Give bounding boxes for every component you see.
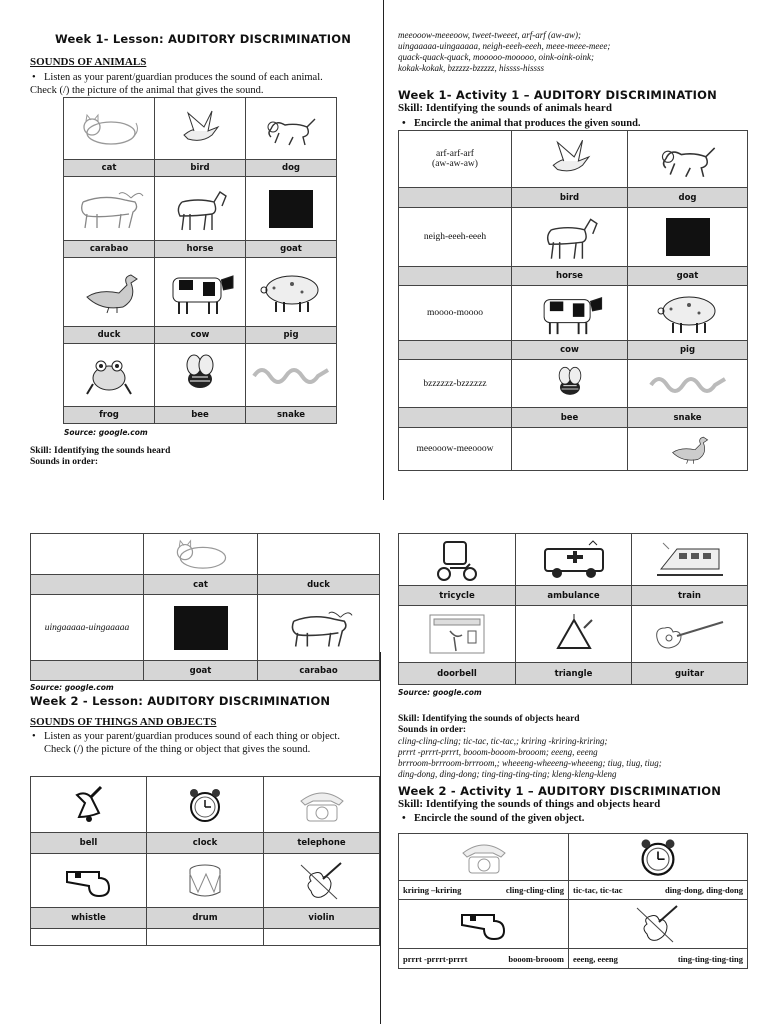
drum-icon <box>184 862 226 900</box>
violin-icon <box>630 902 686 946</box>
sound-cell <box>399 208 512 267</box>
q2-activity-table <box>398 130 748 471</box>
bee-choice-cell[interactable] <box>512 360 628 408</box>
goat-icon <box>664 216 712 258</box>
sound-text: uingaaaaa-uingaaaaa <box>44 622 130 633</box>
empty-cell <box>264 929 380 946</box>
q4-source: Source: google.com <box>398 688 482 697</box>
sound-line: prrrt -prrrt-prrrt, booom-booom-brooom; eeeng, eeeng <box>398 747 598 757</box>
sound-text: arf-arf-arf <box>436 149 474 159</box>
grid-label: snake <box>628 408 748 428</box>
snake-choice-cell[interactable] <box>628 360 748 408</box>
q1-instruction-list <box>28 71 368 84</box>
goat-choice-cell[interactable] <box>628 208 748 267</box>
snake-icon <box>250 360 332 390</box>
sound-option[interactable]: prrrt -prrrt-prrrt <box>403 953 468 964</box>
violin-activity-cell <box>569 900 748 949</box>
sound-cell <box>399 286 512 341</box>
ambulance-picture-cell[interactable] <box>516 534 632 586</box>
carabao-icon <box>73 188 145 230</box>
sound-line: ding-dong, ding-dong; ting-ting-ting-ting; kleng-kleng-kleng <box>398 769 617 779</box>
whistle-icon <box>63 864 115 898</box>
triangle-picture-cell[interactable] <box>516 606 632 663</box>
sound-text: neigh-eeeh-eeeh <box>423 232 487 242</box>
q1-skill: Skill: Identifying the sounds heard <box>30 446 171 456</box>
vertical-divider-top <box>383 0 384 500</box>
telephone-picture-cell[interactable] <box>264 777 380 833</box>
q4-instruction-list <box>398 812 748 825</box>
horse-icon <box>539 213 601 261</box>
cat-icon <box>170 537 232 571</box>
blank-choice-cell[interactable] <box>258 534 380 575</box>
grid-label: triangle <box>516 663 632 685</box>
sound-cell <box>31 534 144 575</box>
q1-instruction-cont: Check (/) the picture of the animal that gives the sound. <box>30 85 264 96</box>
grid-label: goat <box>246 241 337 258</box>
sound-cell <box>399 360 512 408</box>
grid-label: ambulance <box>516 586 632 606</box>
vertical-divider-bottom <box>380 652 381 1024</box>
snake-icon <box>643 369 733 399</box>
q3-subtitle: SOUNDS OF THINGS AND OBJECTS <box>30 716 217 728</box>
q4-activity-table <box>398 833 748 969</box>
bird-choice-cell[interactable] <box>512 131 628 188</box>
bird-icon <box>178 109 222 149</box>
grid-label: bell <box>31 833 147 854</box>
grid-label: clock <box>147 833 264 854</box>
q3-title: Week 2 - Lesson: AUDITORY DISCRIMINATION <box>30 694 331 708</box>
sound-text: bzzzzzz-bzzzzzz <box>423 378 487 389</box>
bee-icon <box>176 353 224 397</box>
pig-icon <box>650 291 726 335</box>
bell-icon <box>67 783 111 827</box>
whistle-icon <box>458 907 510 941</box>
q4-title: Week 2 - Activity 1 – AUDITORY DISCRIMINATION <box>398 784 722 798</box>
clock-icon <box>185 785 225 825</box>
sound-option[interactable]: booom-brooom <box>508 953 564 964</box>
horse-choice-cell[interactable] <box>512 208 628 267</box>
q3-continuation-table <box>30 533 380 681</box>
grid-label: carabao <box>64 241 155 258</box>
grid-label: horse <box>512 267 628 286</box>
q3-instruction: • Listen as your parent/guardian produces sound of each thing or object. Check (/) the picture of the thing or object that gives the sound. <box>28 730 348 756</box>
empty-cell <box>147 929 264 946</box>
sound-cell <box>399 428 512 471</box>
train-icon <box>657 539 723 581</box>
q4-objects-table <box>398 533 748 685</box>
train-picture-cell[interactable] <box>632 534 748 586</box>
doorbell-icon <box>426 611 488 657</box>
bird-icon <box>547 138 593 180</box>
q3-instruction-list <box>28 730 348 756</box>
carabao-icon <box>284 606 354 650</box>
dog-picture-cell[interactable] <box>246 98 337 160</box>
sound-text-alt: (aw-aw-aw) <box>432 159 478 169</box>
grid-label: bee <box>155 407 246 424</box>
grid-label: drum <box>147 908 264 929</box>
sound-text: meeooow-meeooow <box>416 444 494 454</box>
drum-picture-cell[interactable] <box>147 854 264 908</box>
clock-icon <box>636 835 680 879</box>
sound-line: brrroom-brrroom-brrroom,; wheeeng-wheeeng-wheeeng; tiug, tiug, tiug; <box>398 758 662 768</box>
sound-cell <box>399 131 512 188</box>
grid-label: pig <box>628 341 748 360</box>
frog-picture-cell[interactable] <box>64 344 155 407</box>
label-blank <box>399 267 512 286</box>
grid-label: frog <box>64 407 155 424</box>
grid-label: guitar <box>632 663 748 685</box>
sound-choice-cell <box>569 949 748 969</box>
q2-instruction-list <box>398 117 748 130</box>
telephone-activity-cell <box>399 834 569 881</box>
sound-line: quack-quack-quack, mooooo-mooooo, oink-oink-oink; <box>398 52 594 62</box>
goat-icon <box>172 604 230 652</box>
grid-label: violin <box>264 908 380 929</box>
q1-subtitle: SOUNDS OF ANIMALS <box>30 56 147 68</box>
guitar-picture-cell[interactable] <box>632 606 748 663</box>
q2-instruction: • Encircle the animal that produces the given sound. <box>398 117 748 130</box>
empty-cell <box>31 929 147 946</box>
sound-line: meeooow-meeeoow, tweet-tweeet, arf-arf (aw-aw); <box>398 30 582 40</box>
goat-picture-cell[interactable] <box>246 177 337 241</box>
sound-cell <box>31 595 144 661</box>
telephone-icon <box>295 785 349 825</box>
horse-picture-cell[interactable] <box>155 177 246 241</box>
violin-picture-cell[interactable] <box>264 854 380 908</box>
grid-label: carabao <box>258 661 380 681</box>
duck-choice-cell[interactable] <box>628 428 748 471</box>
grid-label: goat <box>144 661 258 681</box>
telephone-icon <box>457 837 511 877</box>
carabao-choice-cell[interactable] <box>258 595 380 661</box>
q2-title: Week 1- Activity 1 – AUDITORY DISCRIMINATION <box>398 88 717 102</box>
clock-picture-cell[interactable] <box>147 777 264 833</box>
duck-picture-cell[interactable] <box>64 258 155 327</box>
sound-text: moooo-moooo <box>427 308 483 318</box>
clock-activity-cell <box>569 834 748 881</box>
sound-option[interactable]: cling-cling-cling <box>505 885 564 895</box>
tricycle-icon <box>434 538 480 582</box>
sound-option[interactable]: tic-tac, tic-tac <box>573 885 623 895</box>
grid-label: bee <box>512 408 628 428</box>
cow-icon <box>163 268 237 316</box>
cow-picture-cell[interactable] <box>155 258 246 327</box>
q1-instruction: • Listen as your parent/guardian produces the sound of each animal. <box>28 71 368 84</box>
bell-picture-cell[interactable] <box>31 777 147 833</box>
sound-option[interactable]: ding-dong, ding-dong <box>665 885 743 895</box>
guitar-icon <box>651 616 729 652</box>
bee-icon <box>550 365 590 403</box>
grid-label: cat <box>64 160 155 177</box>
violin-icon <box>297 859 347 903</box>
q4-instruction: • Encircle the sound of the given object. <box>398 812 748 825</box>
q4-skill: Skill: Identifying the sounds of objects heard <box>398 714 580 724</box>
sound-line: kokak-kokak, bzzzzz-bzzzzz, hissss-hissss <box>398 63 545 73</box>
q2-skill: Skill: Identifying the sounds of animals heard <box>398 102 612 114</box>
duck-icon <box>667 432 709 466</box>
q1-animal-table <box>63 97 337 424</box>
grid-label: cow <box>512 341 628 360</box>
bird-picture-cell[interactable] <box>155 98 246 160</box>
grid-label: train <box>632 586 748 606</box>
grid-label: horse <box>155 241 246 258</box>
sound-line: uingaaaaa-uingaaaaa, neigh-eeeh-eeeh, meee-meee-meee; <box>398 41 611 51</box>
sound-line: cling-cling-cling; tic-tac, tic-tac,; kriring -kriring-kriring; <box>398 736 608 746</box>
label-blank <box>399 341 512 360</box>
ambulance-icon <box>541 539 607 581</box>
pig-picture-cell[interactable] <box>246 258 337 327</box>
grid-label: duck <box>258 575 380 595</box>
horse-icon <box>170 186 230 232</box>
carabao-picture-cell[interactable] <box>64 177 155 241</box>
triangle-icon <box>554 614 594 654</box>
tricycle-picture-cell[interactable] <box>399 534 516 586</box>
label-blank <box>31 575 144 595</box>
sound-option[interactable]: ting-ting-ting-ting <box>677 953 743 964</box>
grid-label: dog <box>246 160 337 177</box>
doorbell-picture-cell[interactable] <box>399 606 516 663</box>
pig-icon <box>258 270 324 314</box>
cat-icon <box>78 111 140 147</box>
pig-choice-cell[interactable] <box>628 286 748 341</box>
grid-label: doorbell <box>399 663 516 685</box>
bee-picture-cell[interactable] <box>155 344 246 407</box>
label-blank <box>31 661 144 681</box>
duck-icon <box>79 269 139 315</box>
snake-picture-cell[interactable] <box>246 344 337 407</box>
q1-source: Source: google.com <box>64 428 148 437</box>
sound-option[interactable]: eeeng, eeeng <box>573 953 618 964</box>
q4-sounds-order: Sounds in order: <box>398 725 467 735</box>
grid-label: telephone <box>264 833 380 854</box>
cow-icon <box>534 290 606 336</box>
grid-label: dog <box>628 188 748 208</box>
grid-label: pig <box>246 327 337 344</box>
grid-label: goat <box>628 267 748 286</box>
dog-icon <box>655 139 721 179</box>
sound-choice-cell <box>399 949 569 969</box>
whistle-picture-cell[interactable] <box>31 854 147 908</box>
goat-icon <box>267 188 315 230</box>
sound-choice-cell <box>569 881 748 900</box>
grid-label: bird <box>155 160 246 177</box>
blank-choice-cell[interactable] <box>512 428 628 471</box>
frog-icon <box>85 354 133 396</box>
grid-label: snake <box>246 407 337 424</box>
q1-title: Week 1- Lesson: AUDITORY DISCRIMINATION <box>55 32 352 46</box>
q1-sounds-order: Sounds in order: <box>30 457 99 467</box>
q4-sound-lines <box>398 736 662 780</box>
grid-label: cow <box>155 327 246 344</box>
grid-label: bird <box>512 188 628 208</box>
dog-choice-cell[interactable] <box>628 131 748 188</box>
q3-source: Source: google.com <box>30 683 114 692</box>
grid-label: duck <box>64 327 155 344</box>
grid-label: tricycle <box>399 586 516 606</box>
cat-choice-cell[interactable] <box>144 534 258 575</box>
label-blank <box>399 188 512 208</box>
sound-option[interactable]: kriring –kriring <box>403 885 462 895</box>
whistle-activity-cell <box>399 900 569 949</box>
sound-choice-cell <box>399 881 569 900</box>
label-blank <box>399 408 512 428</box>
q2-sound-lines <box>398 30 610 74</box>
q4-skill2: Skill: Identifying the sounds of things and objects heard <box>398 798 661 810</box>
grid-label: cat <box>144 575 258 595</box>
cow-choice-cell[interactable] <box>512 286 628 341</box>
goat-choice-cell[interactable] <box>144 595 258 661</box>
q3-objects-table <box>30 776 380 946</box>
cat-picture-cell[interactable] <box>64 98 155 160</box>
grid-label: whistle <box>31 908 147 929</box>
dog-icon <box>263 111 319 147</box>
